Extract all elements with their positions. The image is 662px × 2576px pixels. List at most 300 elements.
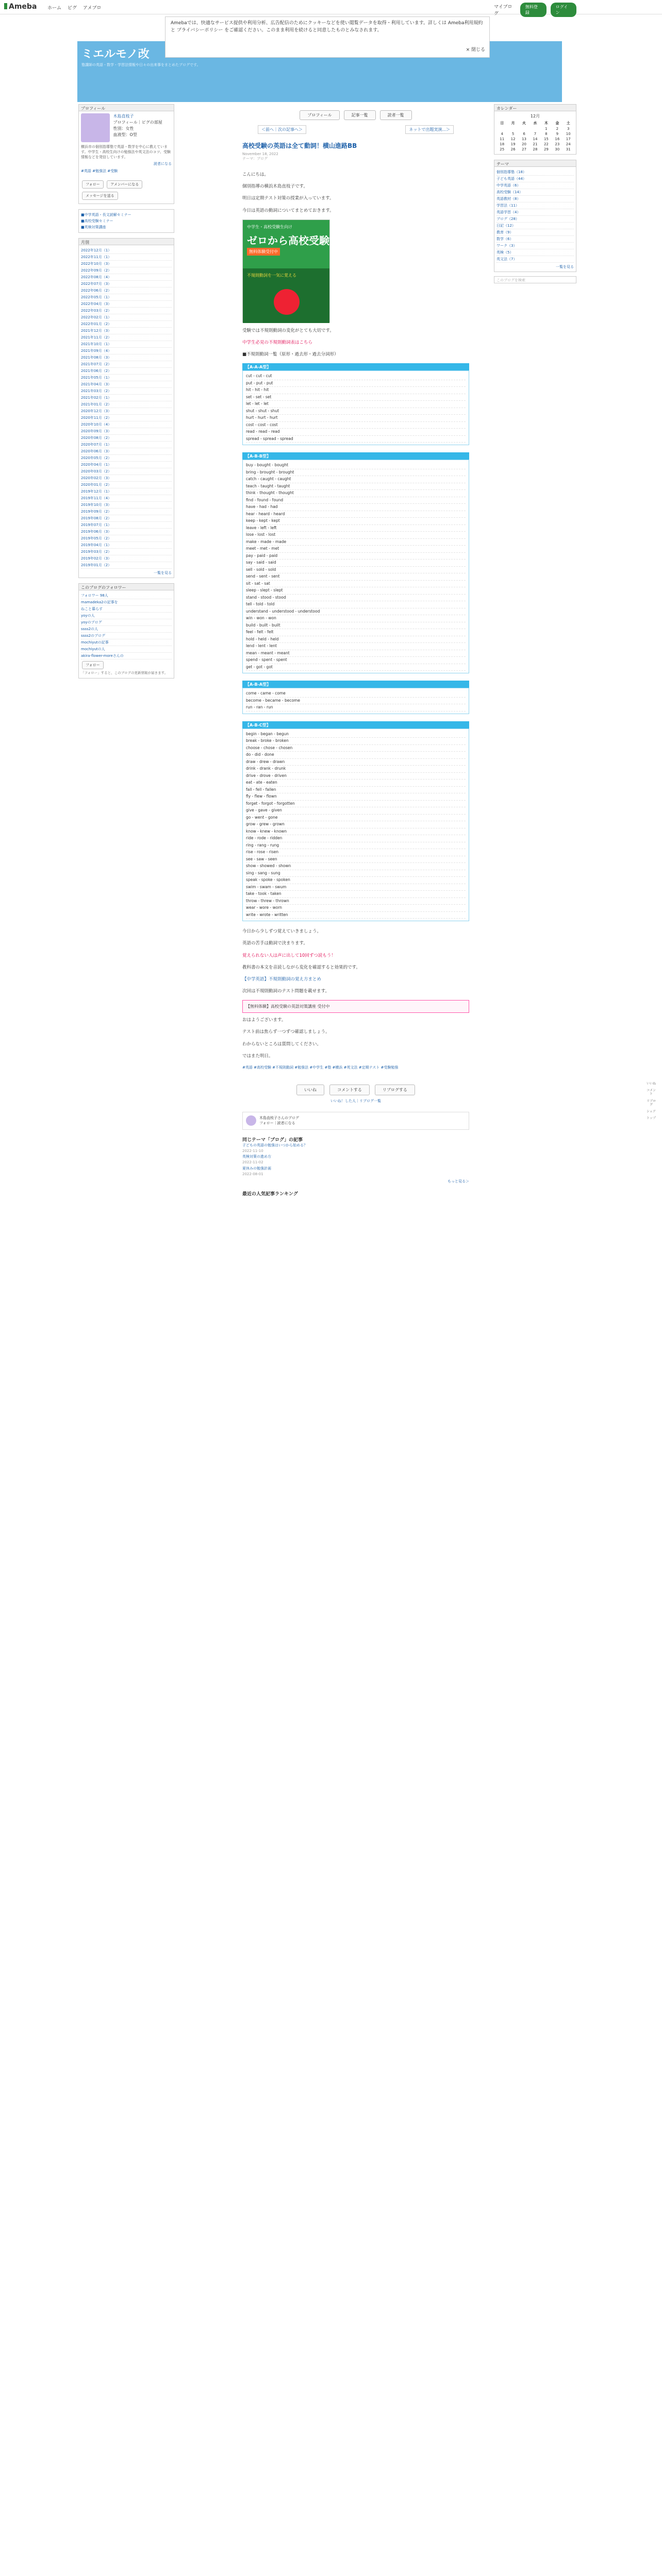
- entry-paragraph: 個別指導の横浜木島直枝子です。: [242, 184, 308, 190]
- signup-button[interactable]: 無料登録: [520, 3, 547, 17]
- verb-row: ride - rode - ridden: [246, 835, 466, 842]
- verb-row: tell - told - told: [246, 601, 466, 608]
- verb-row: know - knew - known: [246, 828, 466, 836]
- calendar-day[interactable]: 3: [567, 127, 570, 131]
- calendar-day[interactable]: 26: [510, 147, 516, 151]
- next-entry-link[interactable]: ネットで出題実演...＞: [405, 125, 454, 134]
- right-sidebar: [494, 104, 576, 283]
- floating-side-tools: [646, 1082, 657, 1123]
- verb-row: sleep - slept - slept: [246, 587, 466, 595]
- theme-item[interactable]: 高校受験（14）: [496, 189, 574, 196]
- cookie-notice-text: Amebaでは、快適なサービス提供や利用分析、広告配信のためにクッキーなどを使い閲覧データを取得・利用しています。詳しくは Ameba利用規約 と プライバシーポリシー をご確認ください。このまま利用を続けると同意したものとみなされます。: [171, 21, 483, 33]
- global-header: [0, 0, 662, 14]
- follower-item[interactable]: mochiyutの人: [81, 646, 172, 653]
- followers-header: このブログのフォロワー: [78, 583, 174, 590]
- author-avatar[interactable]: [246, 1115, 256, 1126]
- profile-gender: 性別：女性: [113, 126, 134, 131]
- verb-row: forget - forgot - forgotten: [246, 801, 466, 808]
- archive-item[interactable]: 2021年06月（2）: [81, 368, 172, 375]
- verb-table: [242, 728, 469, 922]
- related-item[interactable]: [242, 1154, 469, 1165]
- amember-button[interactable]: アメンバーになる: [107, 180, 142, 189]
- calendar-day[interactable]: 9: [556, 132, 559, 136]
- verb-row: stand - stood - stood: [246, 595, 466, 602]
- verb-row: speak - spoke - spoken: [246, 877, 466, 884]
- verb-row: keep - kept - kept: [246, 518, 466, 525]
- archive-item[interactable]: 2022年09月（2）: [81, 267, 172, 274]
- verb-row: write - wrote - written: [246, 912, 466, 919]
- cookie-close-button[interactable]: × 閉じる: [466, 47, 485, 53]
- calendar-day: [496, 126, 507, 131]
- like-button[interactable]: いいね: [296, 1084, 324, 1095]
- theme-more-link[interactable]: 一覧を見る: [556, 265, 574, 269]
- verb-row: throw - threw - thrown: [246, 898, 466, 905]
- verb-row: sit - sat - sat: [246, 581, 466, 588]
- verb-row: eat - ate - eaten: [246, 779, 466, 787]
- verb-table-header: 【A-B-A型】: [242, 681, 469, 688]
- calendar-day: [519, 126, 529, 131]
- calendar-day[interactable]: 27: [522, 147, 527, 151]
- archive-item[interactable]: 2021年05月（1）: [81, 375, 172, 381]
- blog-title[interactable]: ミエルモノ改: [81, 48, 150, 61]
- verb-row: think - thought - thought: [246, 490, 466, 497]
- entry-paragraph: 受験では不規則動詞の変化がとても大切です。: [242, 328, 334, 333]
- calendar-weekday: 月: [511, 121, 515, 125]
- verb-row: begin - began - begun: [246, 731, 466, 738]
- verb-row: feel - felt - felt: [246, 629, 466, 636]
- verb-row: grow - grew - grown: [246, 821, 466, 828]
- entry-body: [242, 172, 469, 1197]
- verb-row: take - took - taken: [246, 891, 466, 898]
- verb-row: drive - drove - driven: [246, 773, 466, 780]
- archive-item[interactable]: 2021年01月（2）: [81, 401, 172, 408]
- play-icon: [274, 289, 300, 315]
- side-tool-button[interactable]: コメント: [646, 1089, 656, 1096]
- profile-description: 横浜市の個別指導塾で英語・数学を中心に教えています。中学生・高校生向けの勉強法や英文法のコツ、受験情報などを発信しています。: [81, 145, 171, 160]
- verb-row: meet - met - met: [246, 546, 466, 553]
- entry-title[interactable]: 高校受験の英語は全て動詞！横山進路BB: [242, 142, 357, 149]
- verb-row: see - saw - seen: [246, 856, 466, 863]
- ameba-logo[interactable]: Ameba: [4, 3, 37, 11]
- archive-item[interactable]: 2020年11月（2）: [81, 415, 172, 421]
- verb-row: ring - rang - rung: [246, 842, 466, 850]
- theme-item[interactable]: 子ども英語（44）: [496, 176, 574, 182]
- verb-row: give - gave - given: [246, 807, 466, 815]
- archive-item[interactable]: 2019年03月（2）: [81, 549, 172, 555]
- archive-item[interactable]: 2021年09月（4）: [81, 348, 172, 354]
- related-item[interactable]: [242, 1143, 469, 1154]
- theme-item[interactable]: 数学（6）: [496, 236, 574, 243]
- archive-item[interactable]: 2022年10月（3）: [81, 261, 172, 267]
- calendar: [494, 111, 576, 155]
- archive-item[interactable]: 2020年03月（2）: [81, 468, 172, 475]
- archive-item[interactable]: 2022年02月（1）: [81, 314, 172, 321]
- theme-item[interactable]: 教育（9）: [496, 229, 574, 236]
- theme-item[interactable]: ワーク（3）: [496, 243, 574, 249]
- calendar-day[interactable]: 23: [555, 142, 560, 146]
- main-content: [242, 110, 469, 1197]
- archive-item[interactable]: 2022年05月（1）: [81, 294, 172, 301]
- archive-item[interactable]: 2019年06月（3）: [81, 529, 172, 535]
- theme-item[interactable]: 英語学習（4）: [496, 209, 574, 216]
- related-title[interactable]: 夏休みの勉強計画: [242, 1166, 271, 1171]
- verb-row: show - showed - shown: [246, 863, 466, 870]
- archive-item[interactable]: 2020年09月（3）: [81, 428, 172, 435]
- calendar-day[interactable]: 5: [511, 132, 515, 136]
- theme-header: テーマ: [494, 160, 576, 167]
- profile-more-link[interactable]: 読者になる: [154, 162, 172, 166]
- profile-header: プロフィール: [78, 104, 174, 111]
- archive-item[interactable]: 2022年07月（3）: [81, 281, 172, 287]
- calendar-day[interactable]: 28: [533, 147, 538, 151]
- side-tool-button[interactable]: いいね: [646, 1082, 656, 1086]
- calendar-day[interactable]: 21: [533, 142, 538, 146]
- verb-row: mean - meant - meant: [246, 650, 466, 657]
- entry-highlight: 覚えられない人は声に出して10回ずつ読もう！: [242, 953, 336, 958]
- verb-row: rise - rose - risen: [246, 849, 466, 856]
- archive-item[interactable]: 2020年06月（3）: [81, 448, 172, 455]
- thumb-badge: 無料体験受付中: [247, 248, 280, 256]
- calendar-day[interactable]: 6: [523, 132, 525, 136]
- archive-item[interactable]: 2022年11月（1）: [81, 254, 172, 261]
- archive-item[interactable]: 2022年03月（2）: [81, 308, 172, 314]
- archive-more-link[interactable]: 一覧を見る: [154, 571, 172, 575]
- archive-item[interactable]: 2019年05月（2）: [81, 535, 172, 542]
- entry-list-tab[interactable]: 記事一覧: [344, 110, 376, 120]
- calendar-day[interactable]: 25: [500, 147, 505, 151]
- verb-row: understand - understood - understood: [246, 608, 466, 616]
- follower-item[interactable]: mamadeka2の記事を: [81, 599, 172, 606]
- verb-row: bring - brought - brought: [246, 469, 466, 477]
- theme-item[interactable]: 英文法（7）: [496, 256, 574, 263]
- verb-row: say - said - said: [246, 560, 466, 567]
- verb-row: hold - held - held: [246, 636, 466, 643]
- calendar-day[interactable]: 8: [545, 132, 548, 136]
- verb-row: hit - hit - hit: [246, 387, 466, 394]
- archive-item[interactable]: 2019年11月（4）: [81, 495, 172, 502]
- follower-item[interactable]: ssss2の人: [81, 626, 172, 633]
- related-list: [242, 1143, 469, 1177]
- archive-item[interactable]: 2020年08月（2）: [81, 435, 172, 442]
- verb-row: hurt - hurt - hurt: [246, 415, 466, 422]
- related-item[interactable]: [242, 1166, 469, 1177]
- verb-table: [242, 688, 469, 714]
- calendar-day[interactable]: 29: [543, 147, 549, 151]
- entry-highlight: 中学生必見の不規則動詞表はこちら: [242, 340, 313, 345]
- follower-item[interactable]: ssss2のブログ: [81, 633, 172, 639]
- calendar-weekday: 木: [544, 121, 548, 125]
- calendar-day[interactable]: 31: [566, 147, 571, 151]
- verb-row: choose - chose - chosen: [246, 745, 466, 752]
- like-reblog-links[interactable]: いいね！した人｜リブログ一覧: [330, 1098, 381, 1103]
- entry-lead: ■不規則動詞一覧（原形・過去形・過去分詞形）: [242, 352, 339, 358]
- followers-box: [78, 590, 174, 678]
- related-header: 同じテーマ「ブログ」の記事: [242, 1137, 303, 1143]
- calendar-day[interactable]: 11: [500, 137, 505, 141]
- related-date: 2022-11-02: [242, 1160, 263, 1165]
- follow-button[interactable]: フォロー: [82, 180, 104, 189]
- calendar-day[interactable]: 17: [566, 137, 571, 141]
- calendar-day[interactable]: 14: [533, 137, 538, 141]
- message-button[interactable]: メッセージを送る: [82, 192, 118, 200]
- entry-meta: [242, 152, 469, 161]
- verb-row: spend - spent - spent: [246, 657, 466, 664]
- calendar-weekday: 日: [500, 121, 504, 125]
- calendar-day[interactable]: 19: [510, 142, 516, 146]
- verb-table-header: 【A-B-C型】: [242, 721, 469, 728]
- verb-row: set - set - set: [246, 394, 466, 401]
- hashtag-link[interactable]: #勉強法: [92, 169, 106, 174]
- verb-row: build - built - built: [246, 622, 466, 630]
- verb-row: shut - shut - shut: [246, 408, 466, 415]
- promo-box[interactable]: 【無料体験】高校受験の英語対策講座 受付中: [242, 1000, 469, 1013]
- calendar-day[interactable]: 22: [543, 142, 549, 146]
- verb-row: hear - heard - heard: [246, 511, 466, 518]
- entry-paragraph: 英語の苦手は動詞で決まります。: [242, 941, 308, 946]
- calendar-day[interactable]: 20: [522, 142, 527, 146]
- archive-item[interactable]: 2020年01月（2）: [81, 482, 172, 488]
- verb-row: put - put - put: [246, 380, 466, 387]
- profile-tab[interactable]: プロフィール: [300, 110, 339, 120]
- login-button[interactable]: ログイン: [551, 3, 576, 17]
- author-card[interactable]: [242, 1112, 469, 1130]
- verb-table-header: 【A-B-B型】: [242, 452, 469, 460]
- verb-row: run - ran - run: [246, 704, 466, 711]
- calendar-header: カレンダー: [494, 104, 576, 111]
- archive-item[interactable]: 2021年10月（1）: [81, 341, 172, 348]
- calendar-day: [529, 126, 540, 131]
- verb-row: go - went - gone: [246, 815, 466, 822]
- archive-item[interactable]: 2019年07月（1）: [81, 522, 172, 529]
- archive-item[interactable]: 2021年08月（3）: [81, 354, 172, 361]
- entry-paragraph: テスト前は焦らず一つずつ確認しましょう。: [242, 1029, 330, 1035]
- archive-item[interactable]: 2021年03月（2）: [81, 388, 172, 395]
- calendar-day[interactable]: 2: [556, 127, 559, 131]
- verb-row: buy - bought - bought: [246, 462, 466, 469]
- entry-paragraph: こんにちは。: [242, 172, 269, 177]
- prev-entry-link[interactable]: ＜前へ｜次の記事へ＞: [258, 125, 306, 134]
- verb-row: cut - cut - cut: [246, 373, 466, 380]
- archive-item[interactable]: 2019年04月（1）: [81, 542, 172, 549]
- verb-row: lend - lent - lent: [246, 643, 466, 650]
- entry-paragraph: 今日は英語の動詞についてまとめておきます。: [242, 208, 334, 213]
- theme-item[interactable]: 英検（5）: [496, 249, 574, 256]
- left-sidebar: [78, 104, 174, 679]
- archive-header: 月別: [78, 238, 174, 245]
- blog-search-input[interactable]: このブログを検索: [494, 276, 576, 283]
- related-title[interactable]: 子どもの英語の勉強はいつから始める？: [242, 1143, 307, 1147]
- archive-item[interactable]: 2022年01月（2）: [81, 321, 172, 328]
- archive-item[interactable]: 2021年04月（3）: [81, 381, 172, 388]
- entry-theme[interactable]: テーマ：ブログ: [242, 157, 268, 161]
- side-tool-button[interactable]: トップ: [647, 1116, 656, 1121]
- comment-button[interactable]: コメントする: [329, 1084, 370, 1095]
- theme-item[interactable]: 中学英語（6）: [496, 182, 574, 189]
- archive-item[interactable]: 2019年10月（3）: [81, 502, 172, 509]
- related-more-link[interactable]: もっと見る＞: [448, 1179, 469, 1183]
- verb-row: win - won - won: [246, 615, 466, 622]
- archive-item[interactable]: 2020年07月（1）: [81, 442, 172, 448]
- nav-pigg[interactable]: ピグ: [68, 6, 77, 11]
- ad-link[interactable]: ■英検対策講座: [81, 225, 106, 230]
- verb-row: read - read - read: [246, 429, 466, 436]
- archive-item[interactable]: 2020年04月（1）: [81, 462, 172, 468]
- author-name[interactable]: 木島直枝子さんのブログ: [259, 1115, 299, 1120]
- profile-sub[interactable]: プロフィール｜ピグの部屋: [113, 120, 162, 125]
- archive-item[interactable]: 2020年10月（4）: [81, 421, 172, 428]
- thumb-caption: 中学生・高校受験生向け: [247, 224, 292, 229]
- thumb-bottom-text: 不規則動詞を一気に覚える: [247, 273, 296, 278]
- calendar-weekday: 水: [533, 121, 537, 125]
- logo-mark-icon: [4, 3, 7, 9]
- nav-ameblo[interactable]: アメブロ: [83, 6, 102, 11]
- entry-link[interactable]: 【中学英語】不規則動詞の覚え方まとめ: [242, 976, 322, 982]
- calendar-month: 12月: [530, 114, 540, 118]
- verb-row: pay - paid - paid: [246, 553, 466, 560]
- global-nav: [47, 4, 102, 11]
- archive-item[interactable]: 2021年02月（1）: [81, 395, 172, 401]
- calendar-day[interactable]: 7: [534, 132, 537, 136]
- follower-item[interactable]: ねこと暮らす: [81, 606, 172, 613]
- entry-paragraph: ではまた明日。: [242, 1053, 273, 1059]
- follower-item[interactable]: yoyの人: [81, 613, 172, 619]
- calendar-day[interactable]: 12: [510, 137, 516, 141]
- calendar-day[interactable]: 18: [500, 142, 505, 146]
- theme-item[interactable]: 個別指導塾（18）: [496, 169, 574, 176]
- hashtag-list[interactable]: #英語 #高校受験 #不規則動詞 #勉強法 #中学生 #塾 #横浜 #英文法 #定期テスト #受験勉強: [242, 1065, 399, 1070]
- hashtag-link[interactable]: #受験: [107, 169, 118, 174]
- archive-item[interactable]: 2021年12月（3）: [81, 328, 172, 334]
- calendar-weekday: 土: [566, 121, 570, 125]
- calendar-day[interactable]: 30: [555, 147, 560, 151]
- monthly-archive: [78, 245, 174, 578]
- calendar-weekday: 金: [555, 121, 559, 125]
- archive-item[interactable]: 2020年02月（3）: [81, 475, 172, 482]
- calendar-day[interactable]: 4: [501, 132, 503, 136]
- follower-item[interactable]: mochiyutの記事: [81, 639, 172, 646]
- entry-paragraph: 今日から少しずつ覚えていきましょう。: [242, 929, 322, 935]
- archive-item[interactable]: 2021年07月（2）: [81, 361, 172, 368]
- theme-item[interactable]: 英語教材（8）: [496, 196, 574, 202]
- verb-table: [242, 460, 469, 673]
- archive-item[interactable]: 2022年04月（3）: [81, 301, 172, 308]
- verb-table: [242, 370, 469, 445]
- profile-name[interactable]: 木島直枝子: [113, 114, 134, 118]
- entry-paragraph: わからないところは質問してください。: [242, 1041, 322, 1047]
- verb-row: teach - taught - taught: [246, 483, 466, 490]
- reblog-button[interactable]: リブログする: [375, 1084, 415, 1095]
- archive-item[interactable]: 2020年12月（3）: [81, 408, 172, 415]
- reader-list-tab[interactable]: 読者一覧: [380, 110, 412, 120]
- hashtag-link[interactable]: #英語: [81, 169, 91, 174]
- calendar-day[interactable]: 1: [545, 127, 548, 131]
- side-tool-button[interactable]: リブログ: [646, 1099, 656, 1107]
- calendar-day[interactable]: 24: [566, 142, 571, 146]
- follow-note: 「フォロー」すると、このブログの更新情報が届きます。: [81, 671, 168, 675]
- theme-list: [494, 167, 576, 272]
- archive-item[interactable]: 2019年12月（1）: [81, 488, 172, 495]
- verb-row: come - came - come: [246, 690, 466, 698]
- verb-row: find - found - found: [246, 497, 466, 504]
- ad-link[interactable]: ■高校受験セミナー: [81, 219, 113, 224]
- entry-paragraph: 教科書の本文を音読しながら変化を確認すると効果的です。: [242, 964, 360, 970]
- verb-row: cost - cost - cost: [246, 422, 466, 429]
- calendar-day[interactable]: 16: [555, 137, 560, 141]
- archive-item[interactable]: 2022年12月（1）: [81, 247, 172, 254]
- verb-row: fall - fell - fallen: [246, 787, 466, 794]
- thumb-title: ゼロから高校受験: [247, 234, 329, 247]
- ad-link[interactable]: ■中学英語・長文読解セミナー: [81, 213, 131, 217]
- theme-item[interactable]: ブログ（28）: [496, 216, 574, 223]
- verb-table-header: 【A-A-A型】: [242, 363, 469, 370]
- theme-item[interactable]: 学習法（11）: [496, 202, 574, 209]
- verb-row: make - made - made: [246, 539, 466, 546]
- entry-paragraph: 明日は定期テスト対策の授業が入っています。: [242, 196, 334, 201]
- related-date: 2022-08-01: [242, 1172, 263, 1176]
- theme-item[interactable]: 日記（12）: [496, 223, 574, 229]
- archive-item[interactable]: 2019年08月（2）: [81, 515, 172, 522]
- follower-item[interactable]: yoyのブログ: [81, 619, 172, 626]
- verb-row: draw - drew - drawn: [246, 759, 466, 766]
- author-sub[interactable]: フォロー｜読者になる: [259, 1121, 295, 1126]
- calendar-day[interactable]: 13: [522, 137, 527, 141]
- verb-row: catch - caught - caught: [246, 476, 466, 483]
- nav-home[interactable]: ホーム: [47, 6, 62, 11]
- archive-item[interactable]: 2019年02月（3）: [81, 555, 172, 562]
- verb-row: break - broke - broken: [246, 738, 466, 745]
- related-title[interactable]: 英検対策の進め方: [242, 1155, 271, 1159]
- verb-row: spread - spread - spread: [246, 436, 466, 443]
- verb-row: wear - wore - worn: [246, 905, 466, 912]
- verb-row: drink - drank - drunk: [246, 766, 466, 773]
- verb-row: become - became - become: [246, 698, 466, 705]
- related-date: 2022-11-10: [242, 1149, 263, 1153]
- archive-item[interactable]: 2019年01月（2）: [81, 562, 172, 569]
- entry-paragraph: おはようございます。: [242, 1018, 286, 1023]
- promo-thumbnail[interactable]: [242, 219, 330, 323]
- side-tool-button[interactable]: シェア: [647, 1109, 656, 1113]
- profile-box: [78, 111, 174, 204]
- verb-row: get - got - got: [246, 664, 466, 671]
- verb-row: fly - flew - flown: [246, 793, 466, 801]
- calendar-day[interactable]: 15: [543, 137, 549, 141]
- cookie-notice: [165, 16, 490, 58]
- archive-item[interactable]: 2022年06月（2）: [81, 287, 172, 294]
- verb-row: sing - sang - sung: [246, 870, 466, 877]
- verb-row: let - let - let: [246, 401, 466, 408]
- ad-links-box: [78, 209, 174, 233]
- follower-item[interactable]: フォロワー 98人: [81, 592, 172, 599]
- archive-item[interactable]: 2021年11月（2）: [81, 334, 172, 341]
- archive-item[interactable]: 2019年09月（2）: [81, 509, 172, 515]
- follow-button[interactable]: フォロー: [82, 661, 104, 669]
- entry-paragraph: 次回は不規則動詞のテスト問題を載せます。: [242, 989, 329, 994]
- archive-item[interactable]: 2022年08月（4）: [81, 274, 172, 281]
- blog-description: 塾講師の英語・数学・学習法情報や日々の出来事をまとめたブログです。: [81, 63, 201, 67]
- my-blog-link[interactable]: マイブログ: [494, 5, 512, 16]
- calendar-weekday: 火: [522, 121, 526, 125]
- verb-row: do - did - done: [246, 752, 466, 759]
- verb-row: leave - left - left: [246, 525, 466, 532]
- verb-row: lose - lost - lost: [246, 532, 466, 539]
- calendar-day[interactable]: 10: [566, 132, 571, 136]
- calendar-day: [507, 126, 518, 131]
- archive-item[interactable]: 2020年05月（2）: [81, 455, 172, 462]
- avatar[interactable]: [81, 113, 110, 142]
- profile-blood: 血液型：O型: [113, 132, 137, 137]
- follower-item[interactable]: akira-flower-moreさんの: [81, 653, 172, 659]
- entry-date: November 18, 2022: [242, 152, 278, 156]
